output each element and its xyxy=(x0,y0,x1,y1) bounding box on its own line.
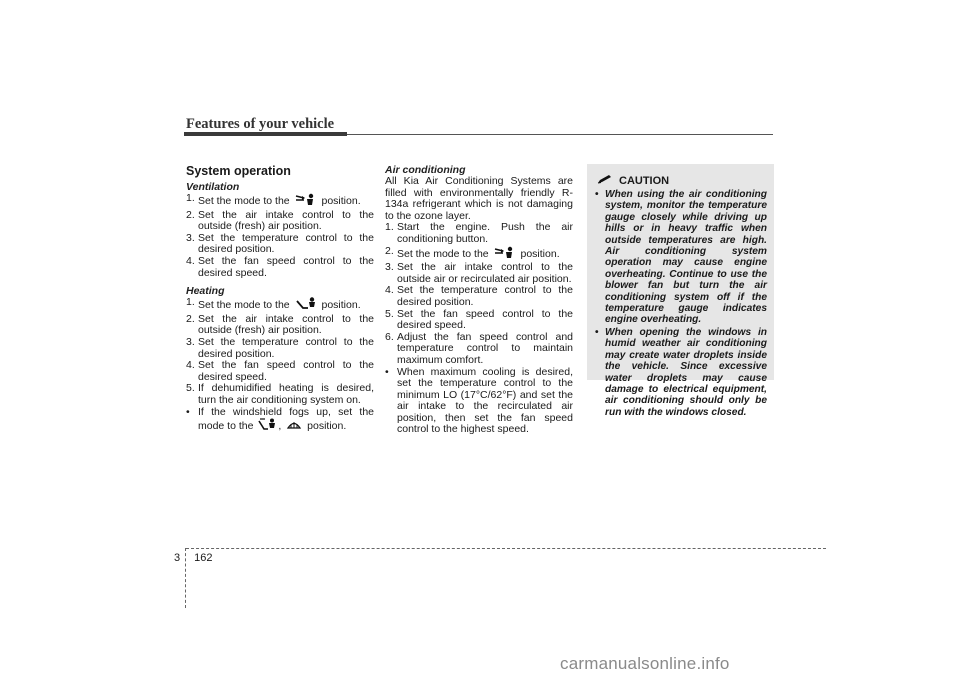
ac-step-3 xyxy=(385,262,573,285)
page-number xyxy=(174,552,212,564)
step-number: 2. xyxy=(186,312,195,325)
caution-text: When opening the windows in humid weather air conditioning may create water droplets inside the vehicle. Since excessive water droplets may cause damage to electrical equipment, air conditioning should only be run with the windows closed. xyxy=(605,326,767,418)
pencil-icon xyxy=(597,174,613,187)
caution-title: CAUTION xyxy=(619,174,670,187)
bullet-dot: • xyxy=(595,189,599,200)
ac-step-1 xyxy=(385,222,573,245)
face-vent-icon xyxy=(494,246,516,263)
step-text: Start the engine. Push the air conditioning button. xyxy=(397,221,573,245)
step-text: Adjust the fan speed control and temperature control to maintain maximum comfort. xyxy=(397,330,573,366)
heating-step-1 xyxy=(186,297,374,314)
step-text: Set the mode to the xyxy=(397,247,489,260)
step-number: 1. xyxy=(385,221,394,234)
step-number: 1. xyxy=(186,296,195,309)
step-text: Set the temperature control to the desired position. xyxy=(397,284,573,308)
step-text: Set the air intake control to the outside air or recirculated air position. xyxy=(397,261,573,285)
caution-header xyxy=(597,174,669,187)
step-number: 5. xyxy=(186,382,195,395)
defrost-icon xyxy=(286,418,302,435)
bullet-text-suffix: position. xyxy=(307,420,347,433)
caution-item xyxy=(595,327,767,418)
bullet-dot: • xyxy=(385,365,389,378)
step-text: If dehumidified heating is desired, turn the air conditioning system on. xyxy=(198,382,374,406)
heating-bullet xyxy=(186,407,374,435)
step-text: Set the fan speed control to the desired speed. xyxy=(198,254,374,279)
step-text: Set the air intake control to the outside (fresh) air position. xyxy=(198,208,374,233)
air-conditioning-intro: All Kia Air Conditioning Systems are filled with environmentally friendly R-134a refrigerant which is not damaging to the ozone layer. xyxy=(385,175,573,222)
ventilation-heading: Ventilation xyxy=(186,181,240,193)
step-number: 2. xyxy=(186,208,195,221)
heating-step-3 xyxy=(186,337,374,360)
step-text: Set the temperature control to the desired position. xyxy=(198,335,374,360)
floor-defrost-icon xyxy=(258,418,276,435)
step-number: 1. xyxy=(186,192,195,204)
step-number: 3. xyxy=(186,231,195,244)
caution-box xyxy=(587,164,774,418)
bullet-dot: • xyxy=(186,405,190,418)
watermark: carmanualsonline.info xyxy=(560,654,730,673)
bullet-dot: • xyxy=(595,326,599,338)
ac-step-2 xyxy=(385,246,573,263)
face-vent-icon xyxy=(295,193,317,210)
bullet-comma: , xyxy=(278,420,282,433)
step-text-suffix: position. xyxy=(520,247,560,260)
step-text: Set the fan speed control to the desired speed. xyxy=(397,307,573,332)
step-number: 4. xyxy=(385,284,394,297)
ventilation-step-4 xyxy=(186,256,374,279)
section-number: 3 xyxy=(174,552,181,564)
ac-step-4 xyxy=(385,285,573,308)
step-number: 2. xyxy=(385,244,394,257)
step-text: Set the mode to the xyxy=(198,299,290,312)
caution-text: When using the air conditioning system, monitor the temperature gauge closely while driving up hills or in heavy traffic when outside temperatures are high. Air conditioning system operation may cause engine overheating. Continue to use the blower fan but turn the air conditioning system off if the temperature gauge indicates engine overheating. xyxy=(605,189,767,326)
header-rule-thin xyxy=(347,134,773,135)
ac-bullet xyxy=(385,367,573,437)
heating-step-2 xyxy=(186,314,374,337)
caution-body xyxy=(595,189,767,419)
header-rule-thick xyxy=(184,132,347,136)
page-number-value: 162 xyxy=(194,552,213,564)
left-column xyxy=(186,164,374,435)
step-text: Set the mode to the xyxy=(198,195,290,208)
caution-item xyxy=(595,189,767,326)
ventilation-step-2 xyxy=(186,210,374,233)
step-number: 6. xyxy=(385,330,394,343)
ventilation-step-1 xyxy=(186,193,374,210)
footer-dashed-rule xyxy=(186,548,826,549)
middle-column xyxy=(385,164,573,436)
step-text-suffix: position. xyxy=(321,299,361,312)
step-text: Set the temperature control to the desired position. xyxy=(198,231,374,256)
ventilation-step-3 xyxy=(186,233,374,256)
ac-step-5 xyxy=(385,309,573,332)
heating-heading: Heating xyxy=(186,285,225,298)
floor-vent-icon xyxy=(295,297,317,314)
step-number: 4. xyxy=(186,359,195,372)
step-text: Set the air intake control to the outside (fresh) air position. xyxy=(198,312,374,337)
section-heading: System operation xyxy=(186,164,291,178)
ac-step-6 xyxy=(385,332,573,367)
step-text: Set the fan speed control to the desired speed. xyxy=(198,359,374,383)
heating-step-4 xyxy=(186,360,374,383)
air-conditioning-heading: Air conditioning xyxy=(385,164,466,176)
step-number: 4. xyxy=(186,254,195,267)
step-number: 3. xyxy=(385,261,394,274)
page-header-title: Features of your vehicle xyxy=(186,116,335,132)
step-text-suffix: position. xyxy=(321,195,361,208)
heating-step-5 xyxy=(186,383,374,406)
bullet-text: If the windshield fogs up, set the mode to the xyxy=(198,405,374,433)
bullet-text: When maximum cooling is desired, set the temperature control to the minimum LO (17°C/62°F) and set the air intake to the recirculated air position, then set the fan speed control to the highest speed. xyxy=(397,365,573,436)
step-number: 5. xyxy=(385,307,394,320)
step-number: 3. xyxy=(186,335,195,348)
